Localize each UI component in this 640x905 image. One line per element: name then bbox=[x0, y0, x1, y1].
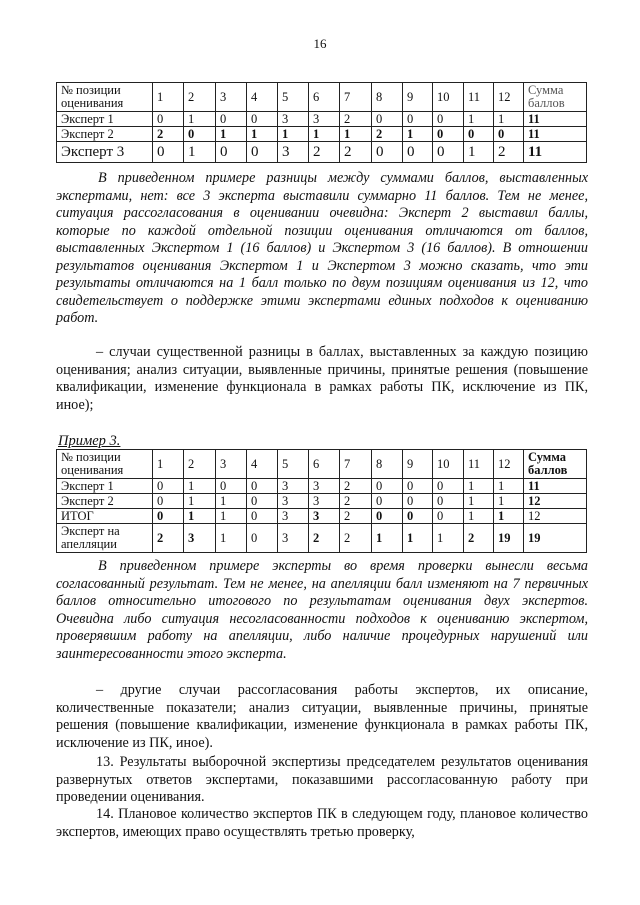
table-cell: 0 bbox=[372, 142, 403, 163]
table-cell: 2 bbox=[340, 142, 372, 163]
table-cell: 3 bbox=[278, 479, 309, 494]
list-item-significant-differences: – случаи существенной разницы в баллах, выставленных за каждую позицию оценивания; анализ ситуации, выявленные причины, принятые решения (повышение квалификации, изменение функционала в рамках работы ПК, исключение из ПК, иное); bbox=[56, 344, 588, 413]
table-cell: 0 bbox=[153, 479, 184, 494]
table-cell: 0 bbox=[403, 112, 433, 127]
row-label: Эксперт 2 bbox=[57, 127, 153, 142]
table-row-total bbox=[57, 509, 587, 524]
table-cell: 1 bbox=[403, 524, 433, 553]
header-cell: 12 bbox=[494, 450, 524, 479]
table-cell: 2 bbox=[340, 524, 372, 553]
table-cell: 3 bbox=[278, 524, 309, 553]
table-cell: 1 bbox=[184, 112, 216, 127]
table-cell: 1 bbox=[340, 127, 372, 142]
table-row bbox=[57, 112, 587, 127]
table-cell: 0 bbox=[247, 142, 278, 163]
table-cell: 0 bbox=[433, 142, 464, 163]
table-cell: 1 bbox=[494, 112, 524, 127]
table-cell: 2 bbox=[340, 494, 372, 509]
header-cell: 10 bbox=[433, 450, 464, 479]
table-cell: 2 bbox=[340, 509, 372, 524]
table-cell: 0 bbox=[153, 112, 184, 127]
table-header-row bbox=[57, 83, 587, 112]
table-cell: 2 bbox=[309, 142, 340, 163]
table-cell: 0 bbox=[153, 494, 184, 509]
table-cell: 0 bbox=[433, 479, 464, 494]
table-cell: 0 bbox=[403, 142, 433, 163]
row-label: Эксперт 3 bbox=[57, 142, 153, 163]
table-cell: 3 bbox=[184, 524, 216, 553]
row-sum: 11 bbox=[524, 127, 587, 142]
row-label: Эксперт 1 bbox=[57, 479, 153, 494]
table-cell: 0 bbox=[372, 112, 403, 127]
table-cell: 0 bbox=[247, 112, 278, 127]
header-cell: 3 bbox=[216, 83, 247, 112]
header-cell: 5 bbox=[278, 83, 309, 112]
row-label: ИТОГ bbox=[57, 509, 153, 524]
table-cell: 0 bbox=[153, 142, 184, 163]
table-cell: 2 bbox=[309, 524, 340, 553]
row-sum: 12 bbox=[524, 509, 587, 524]
header-cell: 2 bbox=[184, 83, 216, 112]
table-cell: 1 bbox=[247, 127, 278, 142]
row-sum: 11 bbox=[524, 479, 587, 494]
table-cell: 3 bbox=[309, 479, 340, 494]
table-cell: 3 bbox=[278, 142, 309, 163]
table-cell: 1 bbox=[494, 479, 524, 494]
header-cell: 9 bbox=[403, 83, 433, 112]
table-cell: 3 bbox=[278, 509, 309, 524]
table-cell: 1 bbox=[372, 524, 403, 553]
header-cell: 12 bbox=[494, 83, 524, 112]
table-cell: 0 bbox=[433, 509, 464, 524]
table-cell: 3 bbox=[309, 509, 340, 524]
table-header-row bbox=[57, 450, 587, 479]
table-row bbox=[57, 127, 587, 142]
table-cell: 2 bbox=[340, 479, 372, 494]
header-cell: 8 bbox=[372, 83, 403, 112]
table-row-appeal bbox=[57, 524, 587, 553]
table-cell: 2 bbox=[372, 127, 403, 142]
row-sum: 11 bbox=[524, 142, 587, 163]
header-position-label: № позиции оценивания bbox=[57, 83, 153, 112]
table-cell: 0 bbox=[494, 127, 524, 142]
table-cell: 3 bbox=[278, 494, 309, 509]
header-cell: 7 bbox=[340, 450, 372, 479]
header-cell: 6 bbox=[309, 450, 340, 479]
table-cell: 1 bbox=[216, 509, 247, 524]
table-row bbox=[57, 494, 587, 509]
table-cell: 2 bbox=[464, 524, 494, 553]
header-cell: 10 bbox=[433, 83, 464, 112]
table-cell: 2 bbox=[153, 524, 184, 553]
table-cell: 2 bbox=[340, 112, 372, 127]
table-cell: 0 bbox=[372, 479, 403, 494]
table-cell: 3 bbox=[278, 112, 309, 127]
header-cell: 4 bbox=[247, 450, 278, 479]
table-cell: 1 bbox=[433, 524, 464, 553]
table-cell: 0 bbox=[403, 494, 433, 509]
table-cell: 2 bbox=[153, 127, 184, 142]
section-14: 14. Плановое количество экспертов ПК в следующем году, плановое количество экспертов, имеющих право осуществлять третью проверку, bbox=[56, 806, 588, 840]
row-label: Эксперт 2 bbox=[57, 494, 153, 509]
row-label: Эксперт 1 bbox=[57, 112, 153, 127]
expert-scores-table-1 bbox=[56, 82, 587, 163]
header-cell: 9 bbox=[403, 450, 433, 479]
header-cell: 3 bbox=[216, 450, 247, 479]
table-cell: 0 bbox=[247, 509, 278, 524]
header-cell: 2 bbox=[184, 450, 216, 479]
table-cell: 1 bbox=[278, 127, 309, 142]
header-sum: Сумма баллов bbox=[524, 450, 587, 479]
table-cell: 0 bbox=[433, 112, 464, 127]
page-number: 16 bbox=[313, 36, 327, 51]
expert-scores-table-2 bbox=[56, 449, 587, 553]
table-cell: 0 bbox=[184, 127, 216, 142]
table-cell: 0 bbox=[433, 127, 464, 142]
table-cell: 3 bbox=[309, 494, 340, 509]
table-cell: 1 bbox=[494, 509, 524, 524]
table-cell: 0 bbox=[403, 479, 433, 494]
header-cell: 4 bbox=[247, 83, 278, 112]
header-position-label: № позиции оценивания bbox=[57, 450, 153, 479]
table-cell: 1 bbox=[464, 112, 494, 127]
section-13: 13. Результаты выборочной экспертизы председателем результатов оценивания развернутых ответов экспертами, показавшими рассогласованную работу при проведении оценивания. bbox=[56, 754, 588, 805]
table-cell: 0 bbox=[433, 494, 464, 509]
table-cell: 2 bbox=[494, 142, 524, 163]
header-cell: 6 bbox=[309, 83, 340, 112]
table-cell: 0 bbox=[372, 509, 403, 524]
header-cell: 11 bbox=[464, 450, 494, 479]
table-cell: 0 bbox=[153, 509, 184, 524]
table-cell: 1 bbox=[184, 494, 216, 509]
table-cell: 1 bbox=[494, 494, 524, 509]
table-cell: 1 bbox=[216, 494, 247, 509]
table-cell: 0 bbox=[216, 142, 247, 163]
table-cell: 0 bbox=[247, 494, 278, 509]
example-2-commentary: В приведенном примере разницы между суммами баллов, выставленных экспертами, нет: все 3 эксперта выставили суммарно 11 баллов. Тем не менее, ситуация рассогласования в оценивании очевидна: Эксперт 2 выставил баллы, которые по каждой отдельной позиции оценивания отличаются от баллов, выставленных Экспертом 1 (16 баллов) и Экспертом 3 (16 баллов). В отношении результатов оценивания Экспертом 1 и Экспертом 3 можно сказать, что эти результаты отличаются на 1 балл только по двум позициям оценивания из 12, что свидетельствует о поддержке этими экспертами единых подходов к оцениванию работ. bbox=[56, 170, 588, 326]
table-cell: 1 bbox=[464, 494, 494, 509]
table-cell: 19 bbox=[494, 524, 524, 553]
table-cell: 1 bbox=[464, 142, 494, 163]
table-cell: 0 bbox=[216, 479, 247, 494]
table-cell: 0 bbox=[247, 479, 278, 494]
list-item-other-cases: – другие случаи рассогласования работы экспертов, их описание, количественные показатели; анализ ситуации, выявленные причины, принятые решения (повышение квалификации, изменение функционала в рамках работы ПК, исключение из ПК, иное). bbox=[56, 682, 588, 751]
example-3-caption: Пример 3. bbox=[58, 433, 121, 449]
header-cell: 5 bbox=[278, 450, 309, 479]
table-cell: 1 bbox=[216, 127, 247, 142]
table-cell: 0 bbox=[464, 127, 494, 142]
row-sum: 19 bbox=[524, 524, 587, 553]
table-cell: 0 bbox=[372, 494, 403, 509]
header-cell: 7 bbox=[340, 83, 372, 112]
table-cell: 1 bbox=[464, 509, 494, 524]
header-cell: 11 bbox=[464, 83, 494, 112]
table-cell: 1 bbox=[403, 127, 433, 142]
table-cell: 1 bbox=[184, 509, 216, 524]
header-cell: 1 bbox=[153, 450, 184, 479]
header-cell: 8 bbox=[372, 450, 403, 479]
table-cell: 1 bbox=[184, 479, 216, 494]
row-sum: 11 bbox=[524, 112, 587, 127]
table-row bbox=[57, 479, 587, 494]
table-cell: 0 bbox=[247, 524, 278, 553]
table-cell: 0 bbox=[403, 509, 433, 524]
row-sum: 12 bbox=[524, 494, 587, 509]
table-cell: 3 bbox=[309, 112, 340, 127]
header-cell: 1 bbox=[153, 83, 184, 112]
row-label: Эксперт на апелляции bbox=[57, 524, 153, 553]
table-row bbox=[57, 142, 587, 163]
table-cell: 1 bbox=[184, 142, 216, 163]
table-cell: 1 bbox=[464, 479, 494, 494]
table-cell: 0 bbox=[216, 112, 247, 127]
table-cell: 1 bbox=[216, 524, 247, 553]
header-sum: Сумма баллов bbox=[524, 83, 587, 112]
example-3-commentary: В приведенном примере эксперты во время проверки вынесли весьма согласованный результат. Тем не менее, на апелляции балл изменяют на 7 первичных баллов относительно итогового по результатам оценивания двух экспертов. Очевидна либо ситуация несогласованности подходов к оцениванию экспертом, проверявшим работу на апелляции, либо наличие процедурных нарушений или заинтересованности этого эксперта. bbox=[56, 558, 588, 662]
table-cell: 1 bbox=[309, 127, 340, 142]
